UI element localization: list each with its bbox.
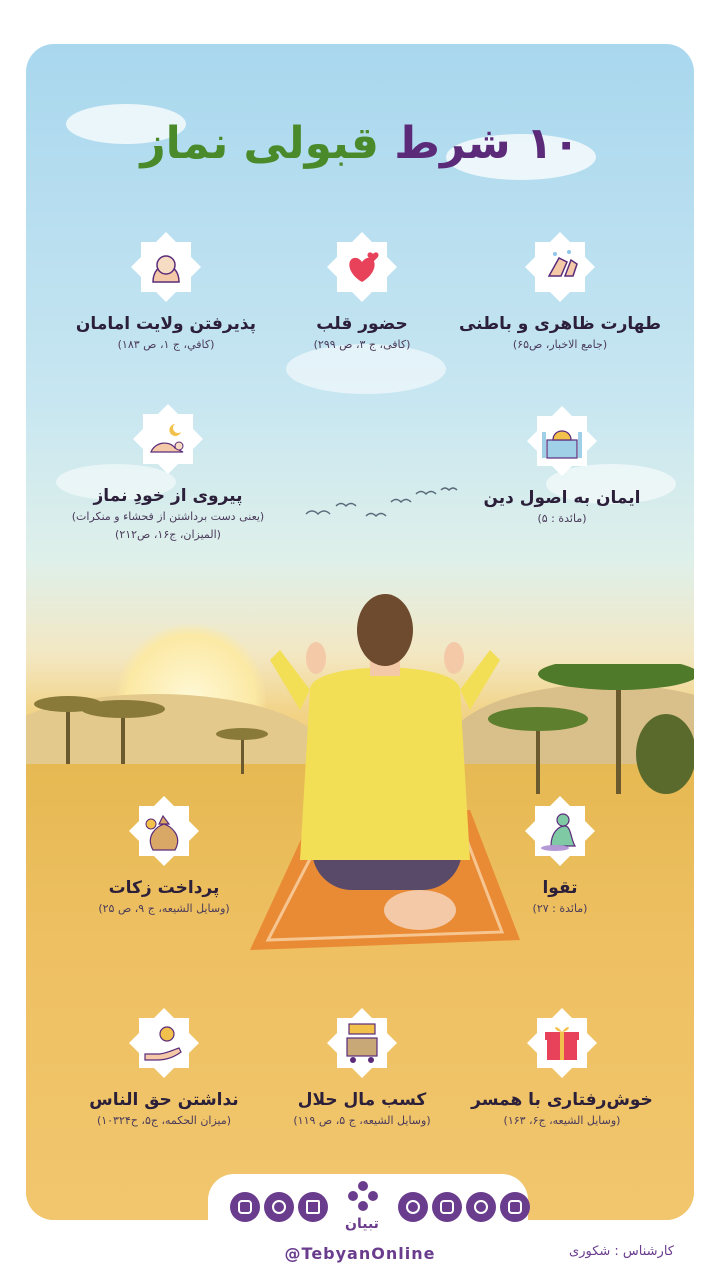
aparat-icon[interactable]	[398, 1192, 428, 1222]
social-handle[interactable]: @TebyanOnline	[284, 1244, 436, 1263]
condition-item-10	[46, 1008, 282, 1130]
bale-icon[interactable]	[500, 1192, 530, 1222]
condition-reference: (وسایل الشیعه، ج ۹، ص ۲۵)	[98, 902, 230, 915]
telegram-icon[interactable]	[298, 1192, 328, 1222]
condition-reference: (یعنی دست برداشتن از فحشاء و منکرات)	[71, 510, 265, 523]
flying-birds	[296, 484, 466, 534]
brand-name: تبیان	[345, 1216, 379, 1232]
condition-title: حضور قلب	[316, 314, 408, 334]
condition-reference: (میزان الحکمه، ج۵، ح۱۰۳۲۴)	[96, 1114, 232, 1127]
praying-woman-icon	[131, 232, 201, 302]
money-bag-icon	[129, 796, 199, 866]
condition-item-7	[46, 796, 282, 918]
mosque-icon	[527, 406, 597, 476]
condition-title: تقوا	[542, 878, 578, 898]
title-number: ۱۰	[525, 118, 580, 169]
condition-title: ایمان به اصول دین	[483, 488, 641, 508]
condition-reference: (کافی، ج ۳، ص ۲۹۹)	[313, 338, 411, 351]
prostration-icon	[133, 404, 203, 474]
soroush-icon[interactable]	[466, 1192, 496, 1222]
title-word-ghabooli: قبولی نماز	[140, 118, 379, 169]
instagram-icon[interactable]	[230, 1192, 260, 1222]
poster-title	[0, 116, 720, 172]
halal-shop-icon	[327, 1008, 397, 1078]
tebyan-logo	[345, 1180, 381, 1216]
title-word-shart: شرط	[394, 118, 511, 169]
social-links-left	[230, 1192, 328, 1222]
condition-item-5	[48, 404, 288, 544]
condition-title: پذیرفتن ولایت امامان	[75, 314, 257, 334]
praying-person-icon	[525, 796, 595, 866]
condition-title: پیروی از خودِ نماز	[93, 486, 243, 506]
condition-title: خوش‌رفتاری با همسر	[471, 1090, 653, 1110]
condition-title: کسب مال حلال	[297, 1090, 427, 1110]
social-links-right	[398, 1192, 530, 1222]
condition-reference: (مائدة : ۵)	[537, 512, 587, 525]
condition-reference: (کافي، ج ۱، ص ۱۸۳)	[117, 338, 215, 351]
author-credit: کارشناس : شکوری	[569, 1244, 674, 1259]
condition-reference: (وسایل الشیعه، ج۶، ۱۶۳)	[503, 1114, 621, 1127]
hand-washing-icon	[525, 232, 595, 302]
condition-reference: (وسایل الشیعه، ج ۵، ص ۱۱۹)	[293, 1114, 431, 1127]
giving-hand-icon	[129, 1008, 199, 1078]
condition-item-4	[444, 406, 680, 528]
condition-title: طهارت ظاهری و باطنی	[458, 314, 662, 334]
condition-reference: (جامع الاخبار، ص۶۵)	[512, 338, 608, 351]
condition-title: نداشتن حق الناس	[89, 1090, 239, 1110]
condition-item-6	[442, 796, 678, 918]
condition-item-3	[48, 232, 284, 354]
condition-reference-2: (المیزان، ج۱۶، ص۲۱۲)	[115, 528, 221, 541]
condition-reference: (مائدة : ۲۷)	[532, 902, 588, 915]
twitter-icon[interactable]	[264, 1192, 294, 1222]
eitaa-icon[interactable]	[432, 1192, 462, 1222]
gift-icon	[527, 1008, 597, 1078]
condition-title: پرداخت زکات	[108, 878, 220, 898]
heart-icon	[327, 232, 397, 302]
